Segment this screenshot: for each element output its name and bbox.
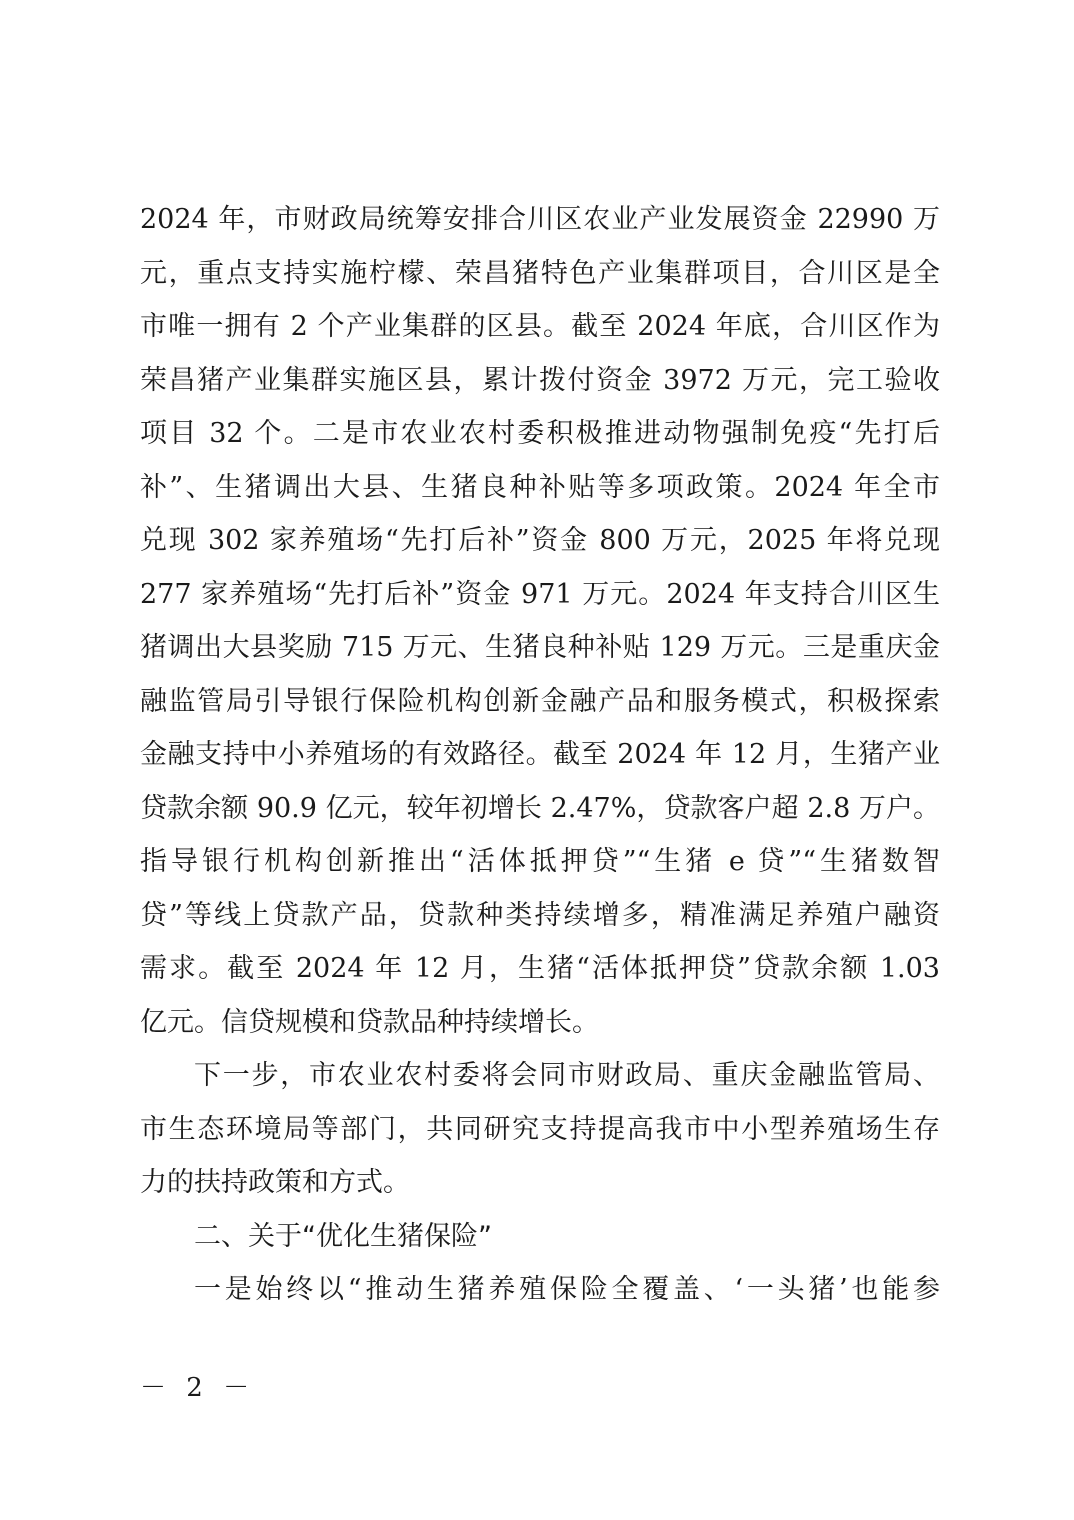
body-text <box>140 193 940 1317</box>
paragraph-2 <box>140 1049 940 1210</box>
text-line: 需求。截至 2024 年 12 月，生猪“活体抵押贷”贷款余额 1.03 <box>140 953 940 984</box>
section-heading-text: 二、关于“优化生猪保险” <box>194 1220 492 1252</box>
text-line: 项目 32 个。二是市农业农村委积极推进动物强制免疫“先打后 <box>140 418 940 449</box>
text-line: 力的扶持政策和方式。 <box>140 1167 410 1198</box>
text-line: 金融支持中小养殖场的有效路径。截至 2024 年 12 月，生猪产业 <box>140 739 940 770</box>
text-line: 荣昌猪产业集群实施区县，累计拨付资金 3972 万元，完工验收 <box>140 364 940 396</box>
section-heading <box>140 1210 940 1264</box>
text-line: 猪调出大县奖励 715 万元、生猪良种补贴 129 万元。三是重庆金 <box>140 632 940 663</box>
page-number: － 2 － <box>140 1373 256 1403</box>
text-line: 贷款余额 90.9 亿元，较年初增长 2.47%，贷款客户超 2.8 万户。 <box>140 792 940 824</box>
text-line: 277 家养殖场“先打后补”资金 971 万元。2024 年支持合川区生 <box>140 578 940 610</box>
text-line: 融监管局引导银行保险机构创新金融产品和服务模式，积极探索 <box>140 685 940 717</box>
paragraph-1 <box>140 193 940 1049</box>
text-line: 贷”等线上贷款产品，贷款种类持续增多，精准满足养殖户融资 <box>140 899 940 931</box>
text-line: 补”、生猪调出大县、生猪良种补贴等多项政策。2024 年全市 <box>140 471 940 503</box>
text-line: 元，重点支持实施柠檬、荣昌猪特色产业集群项目，合川区是全 <box>140 257 940 289</box>
text-line: 2024 年，市财政局统筹安排合川区农业产业发展资金 22990 万 <box>140 204 940 235</box>
text-line: 亿元。信贷规模和贷款品种持续增长。 <box>140 1006 599 1038</box>
text-line: 市生态环境局等部门，共同研究支持提高我市中小型养殖场生存 <box>140 1113 940 1145</box>
paragraph-3 <box>140 1263 940 1317</box>
text-line: 一是始终以“推动生猪养殖保险全覆盖、‘一头猪’也能参 <box>194 1274 940 1305</box>
text-line: 指导银行机构创新推出“活体抵押贷”“生猪 e 贷”“生猪数智 <box>140 846 940 877</box>
text-line: 下一步，市农业农村委将会同市财政局、重庆金融监管局、 <box>194 1060 940 1091</box>
text-line: 市唯一拥有 2 个产业集群的区县。截至 2024 年底，合川区作为 <box>140 311 940 342</box>
text-line: 兑现 302 家养殖场“先打后补”资金 800 万元，2025 年将兑现 <box>140 525 940 556</box>
